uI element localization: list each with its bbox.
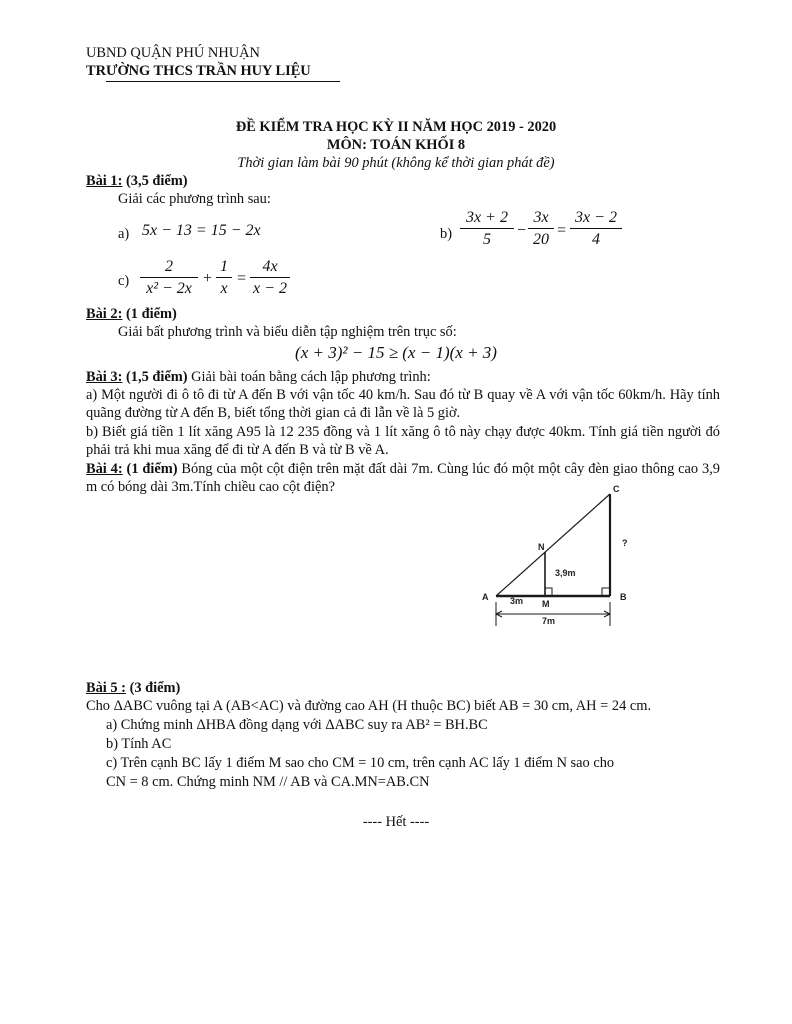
bai4-points: (1 điểm) [122,461,178,477]
bai1-heading [86,172,188,190]
label-B: B [620,592,627,602]
bai2-inequality: (x + 3)² − 15 ≥ (x − 1)(x + 3) [295,343,497,362]
bai1-b-op2: = [556,222,567,239]
bai3-heading [86,368,431,386]
bai3-points: (1,5 điểm) [122,369,188,385]
bai1-instruction: Giải các phương trình sau: [118,191,271,207]
bai2-label: Bài 2: [86,306,123,322]
bai2-instruction: Giải bất phương trình và biểu diễn tập nghiệm trên trục số: [118,324,457,340]
bai5-points: (3 điểm) [125,680,181,696]
label-39m: 3,9m [555,568,576,578]
bai5-part-a: a) Chứng minh ΔHBA đồng dạng với ΔABC suy ra AB² = BH.BC [106,717,488,733]
bai3-part-b: b) Biết giá tiền 1 lít xăng A95 là 12 235 đồng và 1 lít xăng ô tô này chạy được 40km. Tính giá tiền người đó phải trả khi mua xăng để đi từ A đến B và từ B về A. [86,424,720,458]
bai5-heading [86,679,180,697]
bai5-part-c-line1: c) Trên cạnh BC lấy 1 điểm M sao cho CM = 10 cm, trên cạnh AC lấy 1 điểm N sao cho [106,755,615,771]
bai1-b-label: b) [440,226,452,242]
bai1-c-fraction-1: 2 x² − 2x [140,257,198,298]
label-M: M [542,599,550,609]
bai5-part-b: b) Tính AC [106,736,172,752]
exam-subject: MÔN: TOÁN KHỐI 8 [326,137,466,153]
bai2-heading [86,305,177,323]
bai1-a-equation: 5x − 13 = 15 − 2x [142,222,261,239]
bai4-label: Bài 4: [86,461,123,477]
bai5-label: Bài 5 : [86,680,126,696]
bai1-points: (3,5 điểm) [122,173,188,189]
label-7m: 7m [542,616,556,626]
bai4-figure [470,478,650,636]
exam-time-note: Thời gian làm bài 90 phút (không kể thời gian phát đề) [237,155,555,171]
bai1-c-fraction-3: 4x x − 2 [250,257,290,298]
bai3-part-a: a) Một người đi ô tô đi từ A đến B với vận tốc 40 km/h. Sau đó từ B quay về A với vận tốc 60km/h. Hãy tính quãng đường từ A đến B, biết tổng thời gian cả đi lẫn về là 5 giờ. [86,387,720,421]
hypotenuse-line [496,494,610,596]
bai3-intro: Giải bài toán bằng cách lập phương trình: [187,369,431,385]
school-name: TRƯỜNG THCS TRẦN HUY LIỆU [86,63,311,79]
school-underline [106,81,340,82]
label-question: ? [622,538,628,548]
bai1-c-label: c) [118,273,130,289]
label-N: N [538,542,545,552]
bai1-c-op2: = [236,270,247,287]
end-marker: ---- Hết ---- [362,814,430,830]
bai3-label: Bài 3: [86,369,123,385]
bai4-text: Bóng của một cột điện trên mặt đất dài 7m. Cùng lúc đó một một cây đèn giao thông cao 3,9 m có bóng dài 3m.Tính chiều cao cột điện? [86,461,720,495]
label-3m: 3m [510,596,524,606]
label-C: C [613,484,620,494]
bai1-c-op1: + [202,270,213,287]
bai2-points: (1 điểm) [122,306,177,322]
label-A: A [482,592,489,602]
department-name: UBND QUẬN PHÚ NHUẬN [86,45,260,61]
bai1-label: Bài 1: [86,173,123,189]
bai1-b-fraction-1: 3x + 2 5 [460,208,514,249]
bai1-b-fraction-2: 3x 20 [528,208,554,249]
bai1-b-fraction-3: 3x − 2 4 [570,208,622,249]
bai1-a-label: a) [118,226,130,242]
bai5-part-c-line2: CN = 8 cm. Chứng minh NM // AB và CA.MN=AB.CN [106,774,430,790]
bai5-intro: Cho ΔABC vuông tại A (AB<AC) và đường cao AH (H thuộc BC) biết AB = 30 cm, AH = 24 cm. [86,698,652,714]
bai1-b-op1: − [516,222,527,239]
exam-title: ĐỀ KIỂM TRA HỌC KỲ II NĂM HỌC 2019 - 2020 [235,119,557,135]
bai1-c-fraction-2: 1 x [216,257,232,298]
